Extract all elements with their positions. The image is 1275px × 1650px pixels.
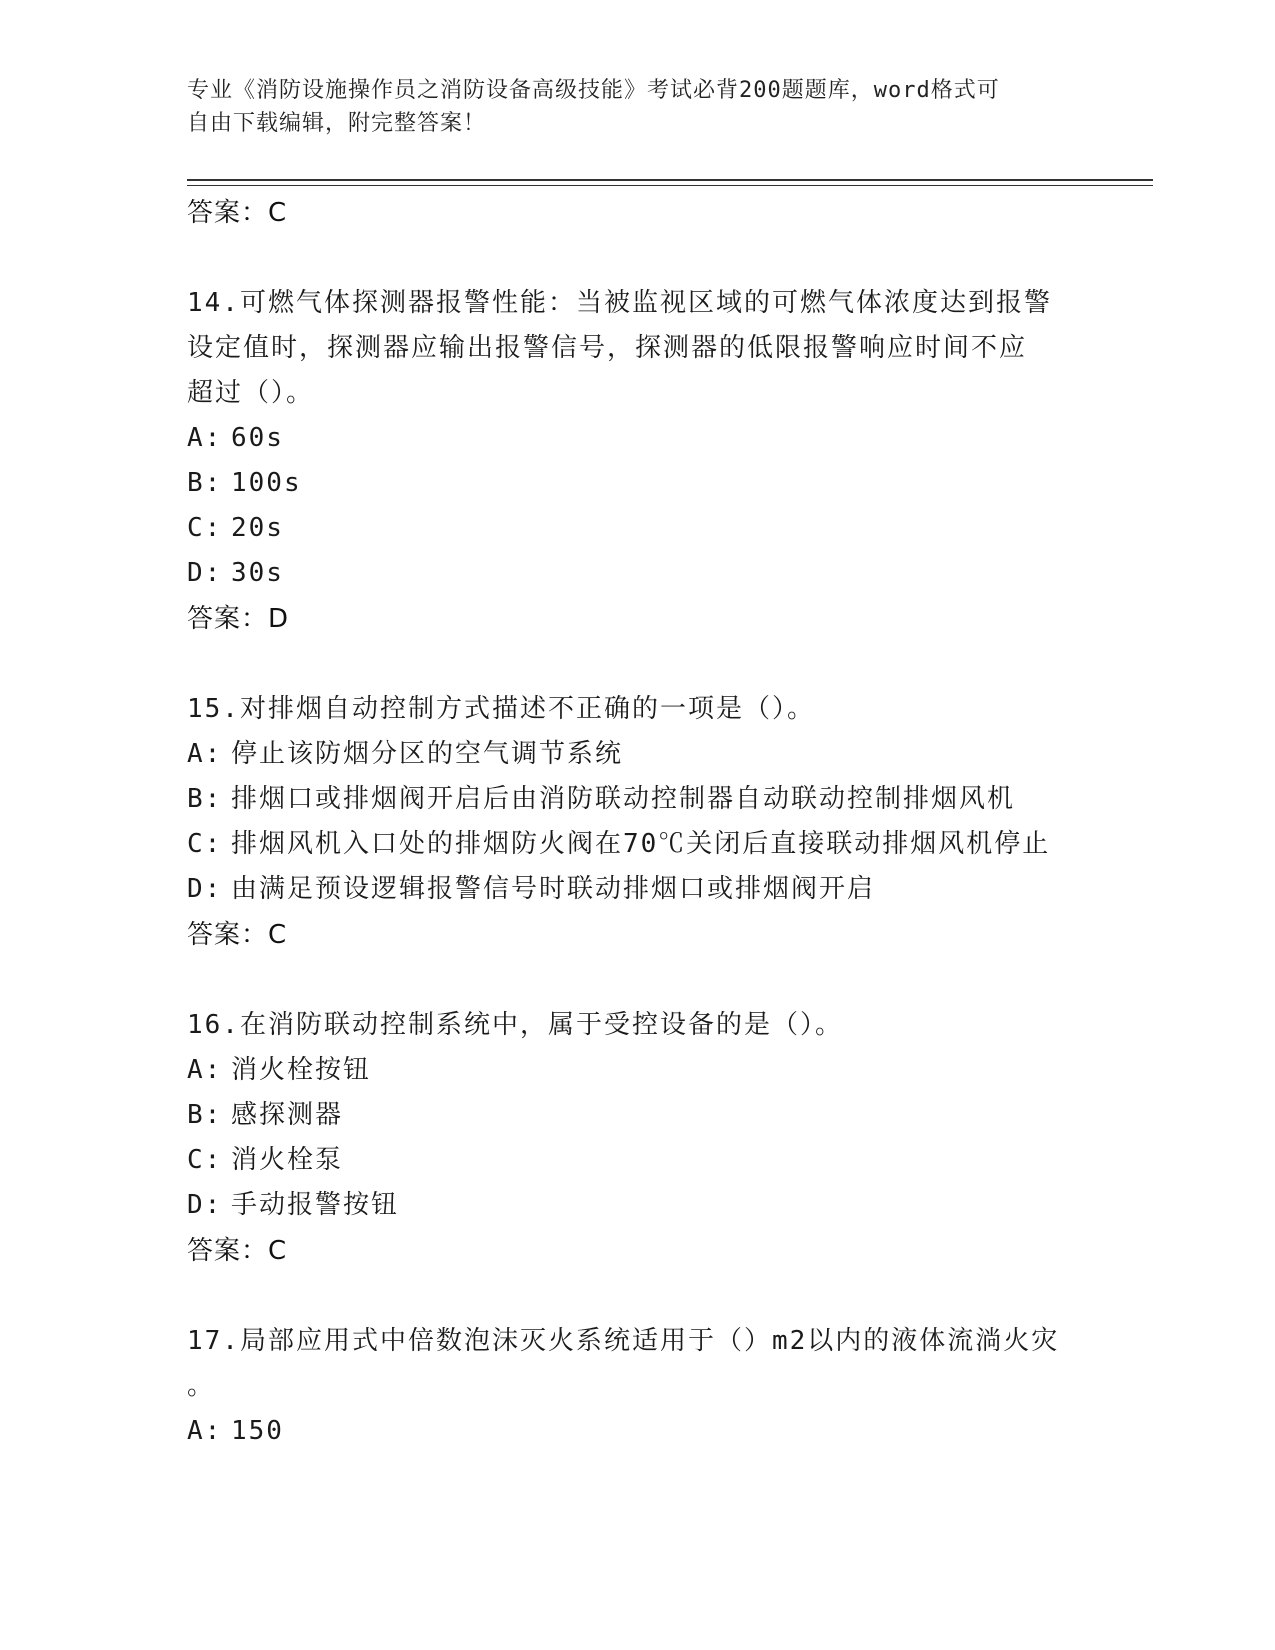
spacer [187,958,1087,1003]
option-letter: D: [187,558,223,588]
option-c [187,1138,1087,1183]
question-line: 超过（）。 [187,378,315,408]
header-line-1: 专业《消防设施操作员之消防设备高级技能》考试必背200题题库，word格式可 [187,78,1000,103]
option-text: 消火栓按钮 [231,1055,372,1085]
option-b [187,1093,1087,1138]
option-d [187,867,1087,912]
option-b [187,461,1087,506]
option-text: 100s [231,468,302,498]
spacer [187,236,1087,281]
option-c [187,822,1087,867]
option-text: 由满足预设逻辑报警信号时联动排烟口或排烟阀开启 [231,874,876,904]
option-letter: C: [187,829,223,859]
option-c [187,506,1087,551]
question-block [187,281,1087,642]
question-line: 。 [187,1371,216,1401]
option-d [187,551,1087,596]
option-text: 150 [231,1416,284,1446]
option-text: 60s [231,423,284,453]
option-letter: C: [187,513,223,543]
option-text: 感探测器 [231,1100,344,1130]
option-letter: B: [187,784,223,814]
question-block [187,1319,1087,1454]
option-a [187,732,1087,777]
spacer [187,642,1087,687]
question-line: 15.对排烟自动控制方式描述不正确的一项是（）。 [187,694,815,724]
option-text: 停止该防烟分区的空气调节系统 [231,739,624,769]
document-header [187,74,1067,140]
option-letter: D: [187,874,223,904]
answer-line: 答案：C [187,198,288,228]
answer-line: 答案：D [187,604,290,634]
question-line: 14.可燃气体探测器报警性能：当被监视区域的可燃气体浓度达到报警 [187,288,1052,318]
option-letter: A: [187,423,223,453]
answer-line: 答案：C [187,1236,288,1266]
option-text: 排烟口或排烟阀开启后由消防联动控制器自动联动控制排烟风机 [231,784,1016,814]
header-line-2: 自由下载编辑，附完整答案！ [187,111,487,136]
option-a [187,1409,1087,1454]
option-b [187,777,1087,822]
question-line: 16.在消防联动控制系统中，属于受控设备的是（）。 [187,1010,843,1040]
option-letter: D: [187,1190,223,1220]
option-letter: B: [187,468,223,498]
header-rule-thick [187,179,1153,181]
option-letter: A: [187,1055,223,1085]
option-letter: C: [187,1145,223,1175]
option-text: 消火栓泵 [231,1145,344,1175]
question-list [187,190,1087,1454]
question-block [187,687,1087,958]
option-text: 排烟风机入口处的排烟防火阀在70℃关闭后直接联动排烟风机停止 [231,829,1051,859]
option-a [187,416,1087,461]
option-letter: A: [187,1416,223,1446]
question-line: 17.局部应用式中倍数泡沫灭火系统适用于（）m2以内的液体流淌火灾 [187,1326,1060,1356]
spacer [187,1274,1087,1319]
question-line: 设定值时，探测器应输出报警信号，探测器的低限报警响应时间不应 [187,333,1028,363]
answer-line: 答案：C [187,920,288,950]
option-text: 30s [231,558,284,588]
option-letter: B: [187,1100,223,1130]
option-text: 20s [231,513,284,543]
option-letter: A: [187,739,223,769]
option-text: 手动报警按钮 [231,1190,400,1220]
header-rule-thin [187,185,1153,186]
option-d [187,1183,1087,1228]
question-block [187,1003,1087,1274]
option-a [187,1048,1087,1093]
